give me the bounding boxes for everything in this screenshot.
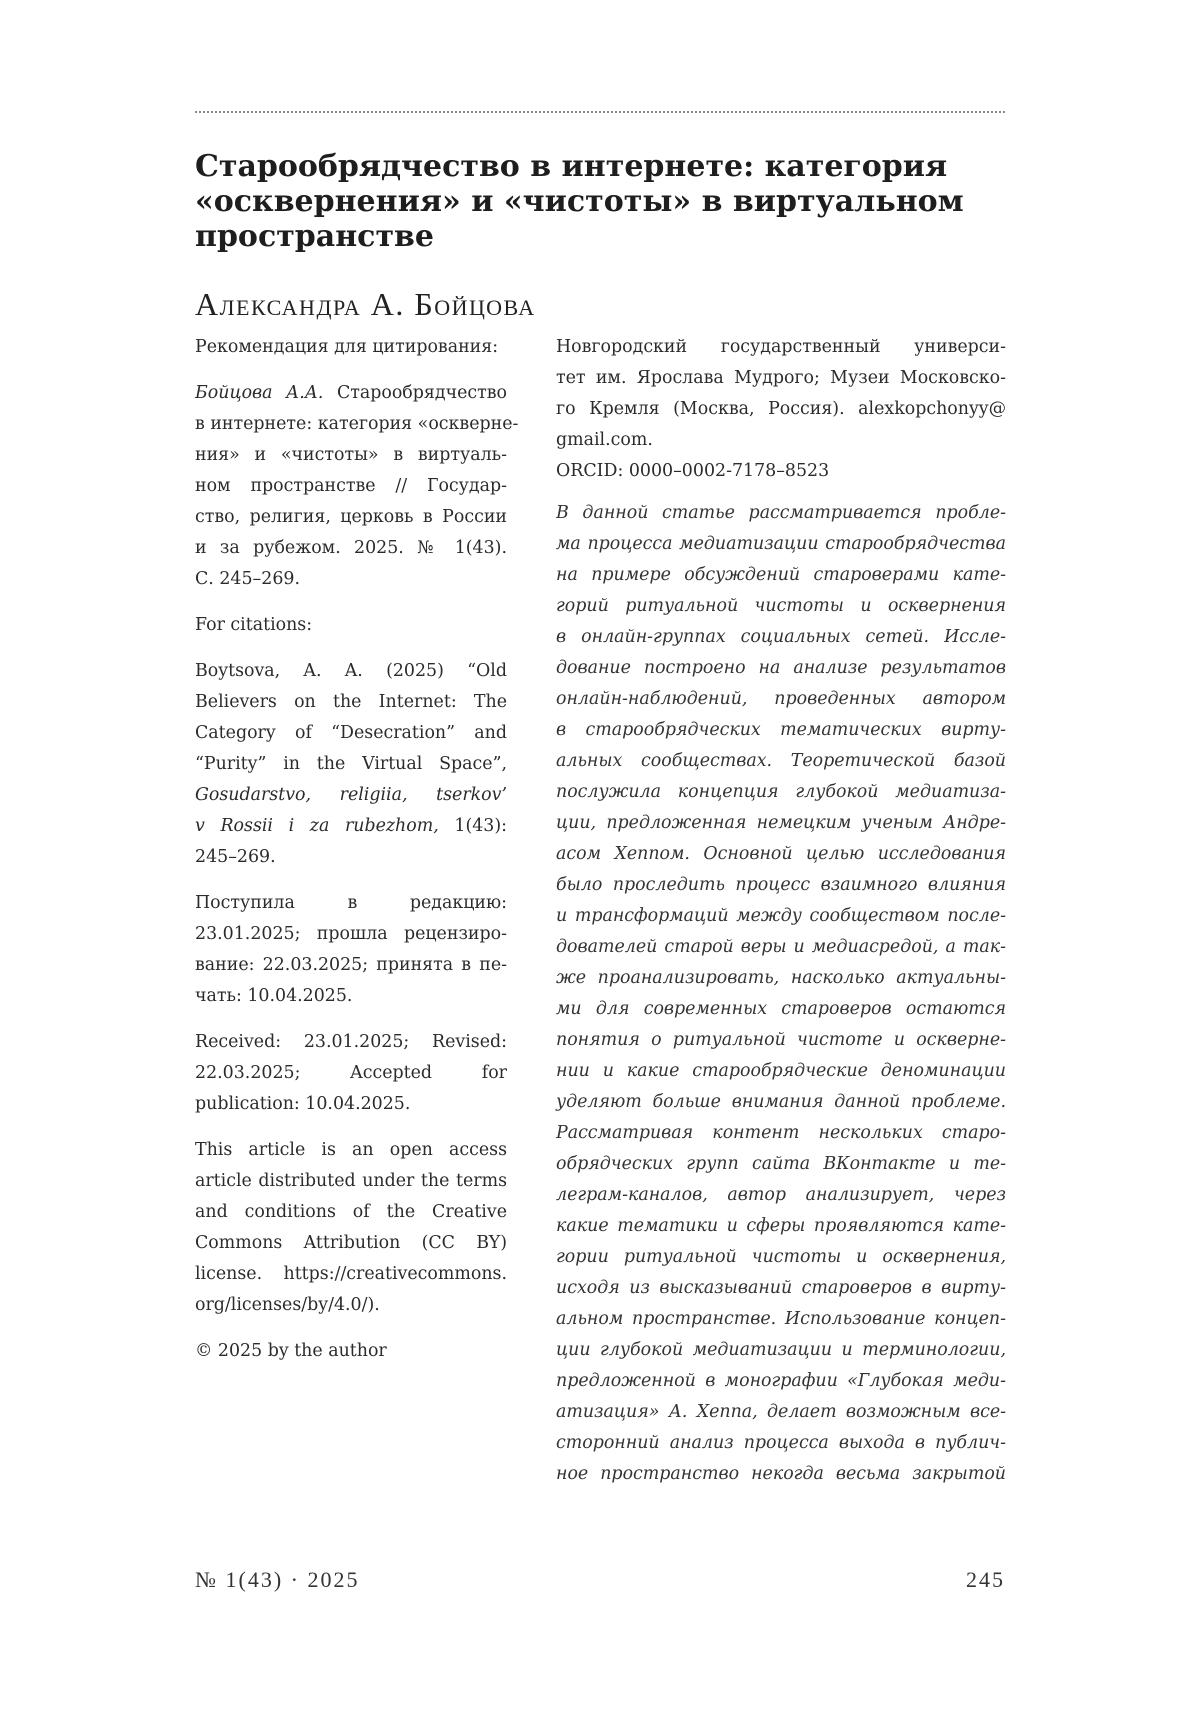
license-line: This article is an open access	[195, 1140, 507, 1160]
abstract-line: и трансформаций между сообществом после-	[556, 906, 1006, 926]
citation-en-line: Believers on the Internet: The	[195, 692, 507, 712]
license-line: and conditions of the Creative	[195, 1202, 507, 1222]
citation-ru-line: Бойцова А.А. Старообрядчество	[195, 383, 507, 403]
citation-ru-line: и за рубежом. 2025. № 1(43).	[195, 538, 507, 558]
affiliation	[556, 332, 1006, 487]
abstract-line: Рассматривая контент нескольких старо-	[556, 1123, 1006, 1143]
abstract-line: гории ритуальной чистоты и осквернения,	[556, 1247, 1006, 1267]
abstract-line: дование построено на анализе результатов	[556, 658, 1006, 678]
citation-en-pages: 245–269.	[195, 847, 276, 867]
license-line: article distributed under the terms	[195, 1171, 507, 1191]
abstract-line: понятия о ритуальной чистоте и осквернe-	[556, 1030, 1006, 1050]
top-dotted-rule	[195, 111, 1005, 113]
abstract-line: онлайн-наблюдений, проведенных автором	[556, 689, 1006, 709]
abstract-line: уделяют больше внимания данной проблеме.	[556, 1092, 1006, 1112]
title-line: пространстве	[195, 219, 434, 254]
abstract-line: альных сообществах. Теоретической базой	[556, 751, 1006, 771]
abstract-line: на примере обсуждений староверами кате-	[556, 565, 1006, 585]
dates-ru-line: Поступила в редакцию:	[195, 893, 507, 913]
abstract-line: леграм-каналов, автор анализирует, через	[556, 1185, 1006, 1205]
citation-ru-line: С. 245–269.	[195, 569, 300, 589]
title-line: «осквернения» и «чистоты» в виртуальном	[195, 184, 964, 219]
citation-en-journal: v Rossii i za rubezhom, 1(43):	[195, 816, 507, 836]
dates-ru-line: чать: 10.04.2025.	[195, 986, 353, 1006]
citation-en-line: Category of “Desecration” and	[195, 723, 507, 743]
dates-en	[195, 1027, 507, 1120]
citation-ru-line: ство, религия, церковь в России	[195, 507, 507, 527]
abstract-line: в старообрядческих тематических вирту-	[556, 720, 1006, 740]
abstract-line: же проанализировать, насколько актуальны-	[556, 968, 1006, 988]
license-line: Commons Attribution (CC BY)	[195, 1233, 507, 1253]
page-number: 245	[966, 1567, 1005, 1592]
author-name: Александра А. Бойцова	[195, 286, 536, 322]
citation-en	[195, 656, 507, 873]
affiliation-line: gmail.com.	[556, 430, 653, 450]
abstract-line: ное пространство некогда весьма закрытой	[556, 1464, 1006, 1484]
citation-en-line: Boytsova, A. A. (2025) “Old	[195, 661, 507, 681]
abstract-line: ции, предложенная немецким ученым Андре-	[556, 813, 1006, 833]
abstract-line: атизация» А. Хеппа, делает возможным все-	[556, 1402, 1006, 1422]
affiliation-line: тет им. Ярослава Мудрого; Музеи Московско-	[556, 368, 1006, 388]
abstract-line: ми для современных староверов остаются	[556, 999, 1006, 1019]
license-line: license. https://creativecommons.	[195, 1264, 507, 1284]
citation-ru-line: в интернете: категория «оскверне-	[195, 414, 519, 434]
abstract-line: горий ритуальной чистоты и осквернения	[556, 596, 1006, 616]
citation-ru-author: Бойцова А.А.	[195, 383, 324, 403]
title-line: Старообрядчество в интернете: категория	[195, 149, 948, 184]
abstract-line: предложенной в монографии «Глубокая меди-	[556, 1371, 1006, 1391]
abstract-line: ма процесса медиатизации старообрядчества	[556, 534, 1006, 554]
license-line: org/licenses/by/4.0/).	[195, 1295, 380, 1315]
dates-ru-line: вание: 22.03.2025; принята в пе-	[195, 955, 507, 975]
citation-en-journal: Gosudarstvo, religiia, tserkov’	[195, 785, 507, 805]
abstract-line: нии и какие старообрядческие деноминации	[556, 1061, 1006, 1081]
abstract-line: в онлайн-группах социальных сетей. Иссле-	[556, 627, 1006, 647]
citation-en-heading: For citations:	[195, 615, 313, 635]
dates-en-line: Received: 23.01.2025; Revised:	[195, 1032, 507, 1052]
dates-ru	[195, 888, 507, 1012]
dates-ru-line: 23.01.2025; прошла рецензиро-	[195, 924, 507, 944]
citation-ru-heading: Рекомендация для цитирования:	[195, 337, 499, 357]
orcid: ORCID: 0000–0002-7178–8523	[556, 461, 830, 481]
copyright: © 2025 by the author	[195, 1341, 387, 1361]
citation-ru	[195, 378, 519, 595]
affiliation-line: го Кремля (Москва, Россия). alexkopchonyy@	[556, 399, 1006, 419]
abstract-line: В данной статье рассматривается пробле-	[556, 503, 1006, 523]
main-column	[556, 332, 1006, 1490]
citation-en-line: “Purity” in the Virtual Space”,	[195, 754, 507, 774]
abstract-line: какие тематики и сферы проявляются кате-	[556, 1216, 1006, 1236]
article-title	[195, 149, 1015, 254]
abstract-line: дователей старой веры и медиасредой, а так-	[556, 937, 1006, 957]
abstract-line: послужила концепция глубокой медиатиза-	[556, 782, 1006, 802]
abstract-line: было проследить процесс взаимного влияния	[556, 875, 1006, 895]
dates-en-line: publication: 10.04.2025.	[195, 1094, 411, 1114]
citation-ru-line: ния» и «чистоты» в виртуаль-	[195, 445, 507, 465]
abstract	[556, 498, 1006, 1490]
license-notice	[195, 1135, 507, 1321]
dates-en-line: 22.03.2025; Accepted for	[195, 1063, 507, 1083]
affiliation-line: Новгородский государственный универси-	[556, 337, 1006, 357]
issue-number: № 1(43) · 2025	[195, 1567, 360, 1592]
abstract-line: исходя из высказываний староверов в вирту-	[556, 1278, 1006, 1298]
citation-ru-line: ном пространстве // Государ-	[195, 476, 507, 496]
abstract-line: обрядческих групп сайта ВКонтакте и те-	[556, 1154, 1006, 1174]
abstract-line: асом Хеппом. Основной целью исследования	[556, 844, 1006, 864]
abstract-line: сторонний анализ процесса выхода в публич-	[556, 1433, 1006, 1453]
abstract-line: ции глубокой медиатизации и терминологии,	[556, 1340, 1006, 1360]
sidebar-metadata	[195, 332, 519, 1382]
abstract-line: альном пространстве. Использование концеп-	[556, 1309, 1006, 1329]
